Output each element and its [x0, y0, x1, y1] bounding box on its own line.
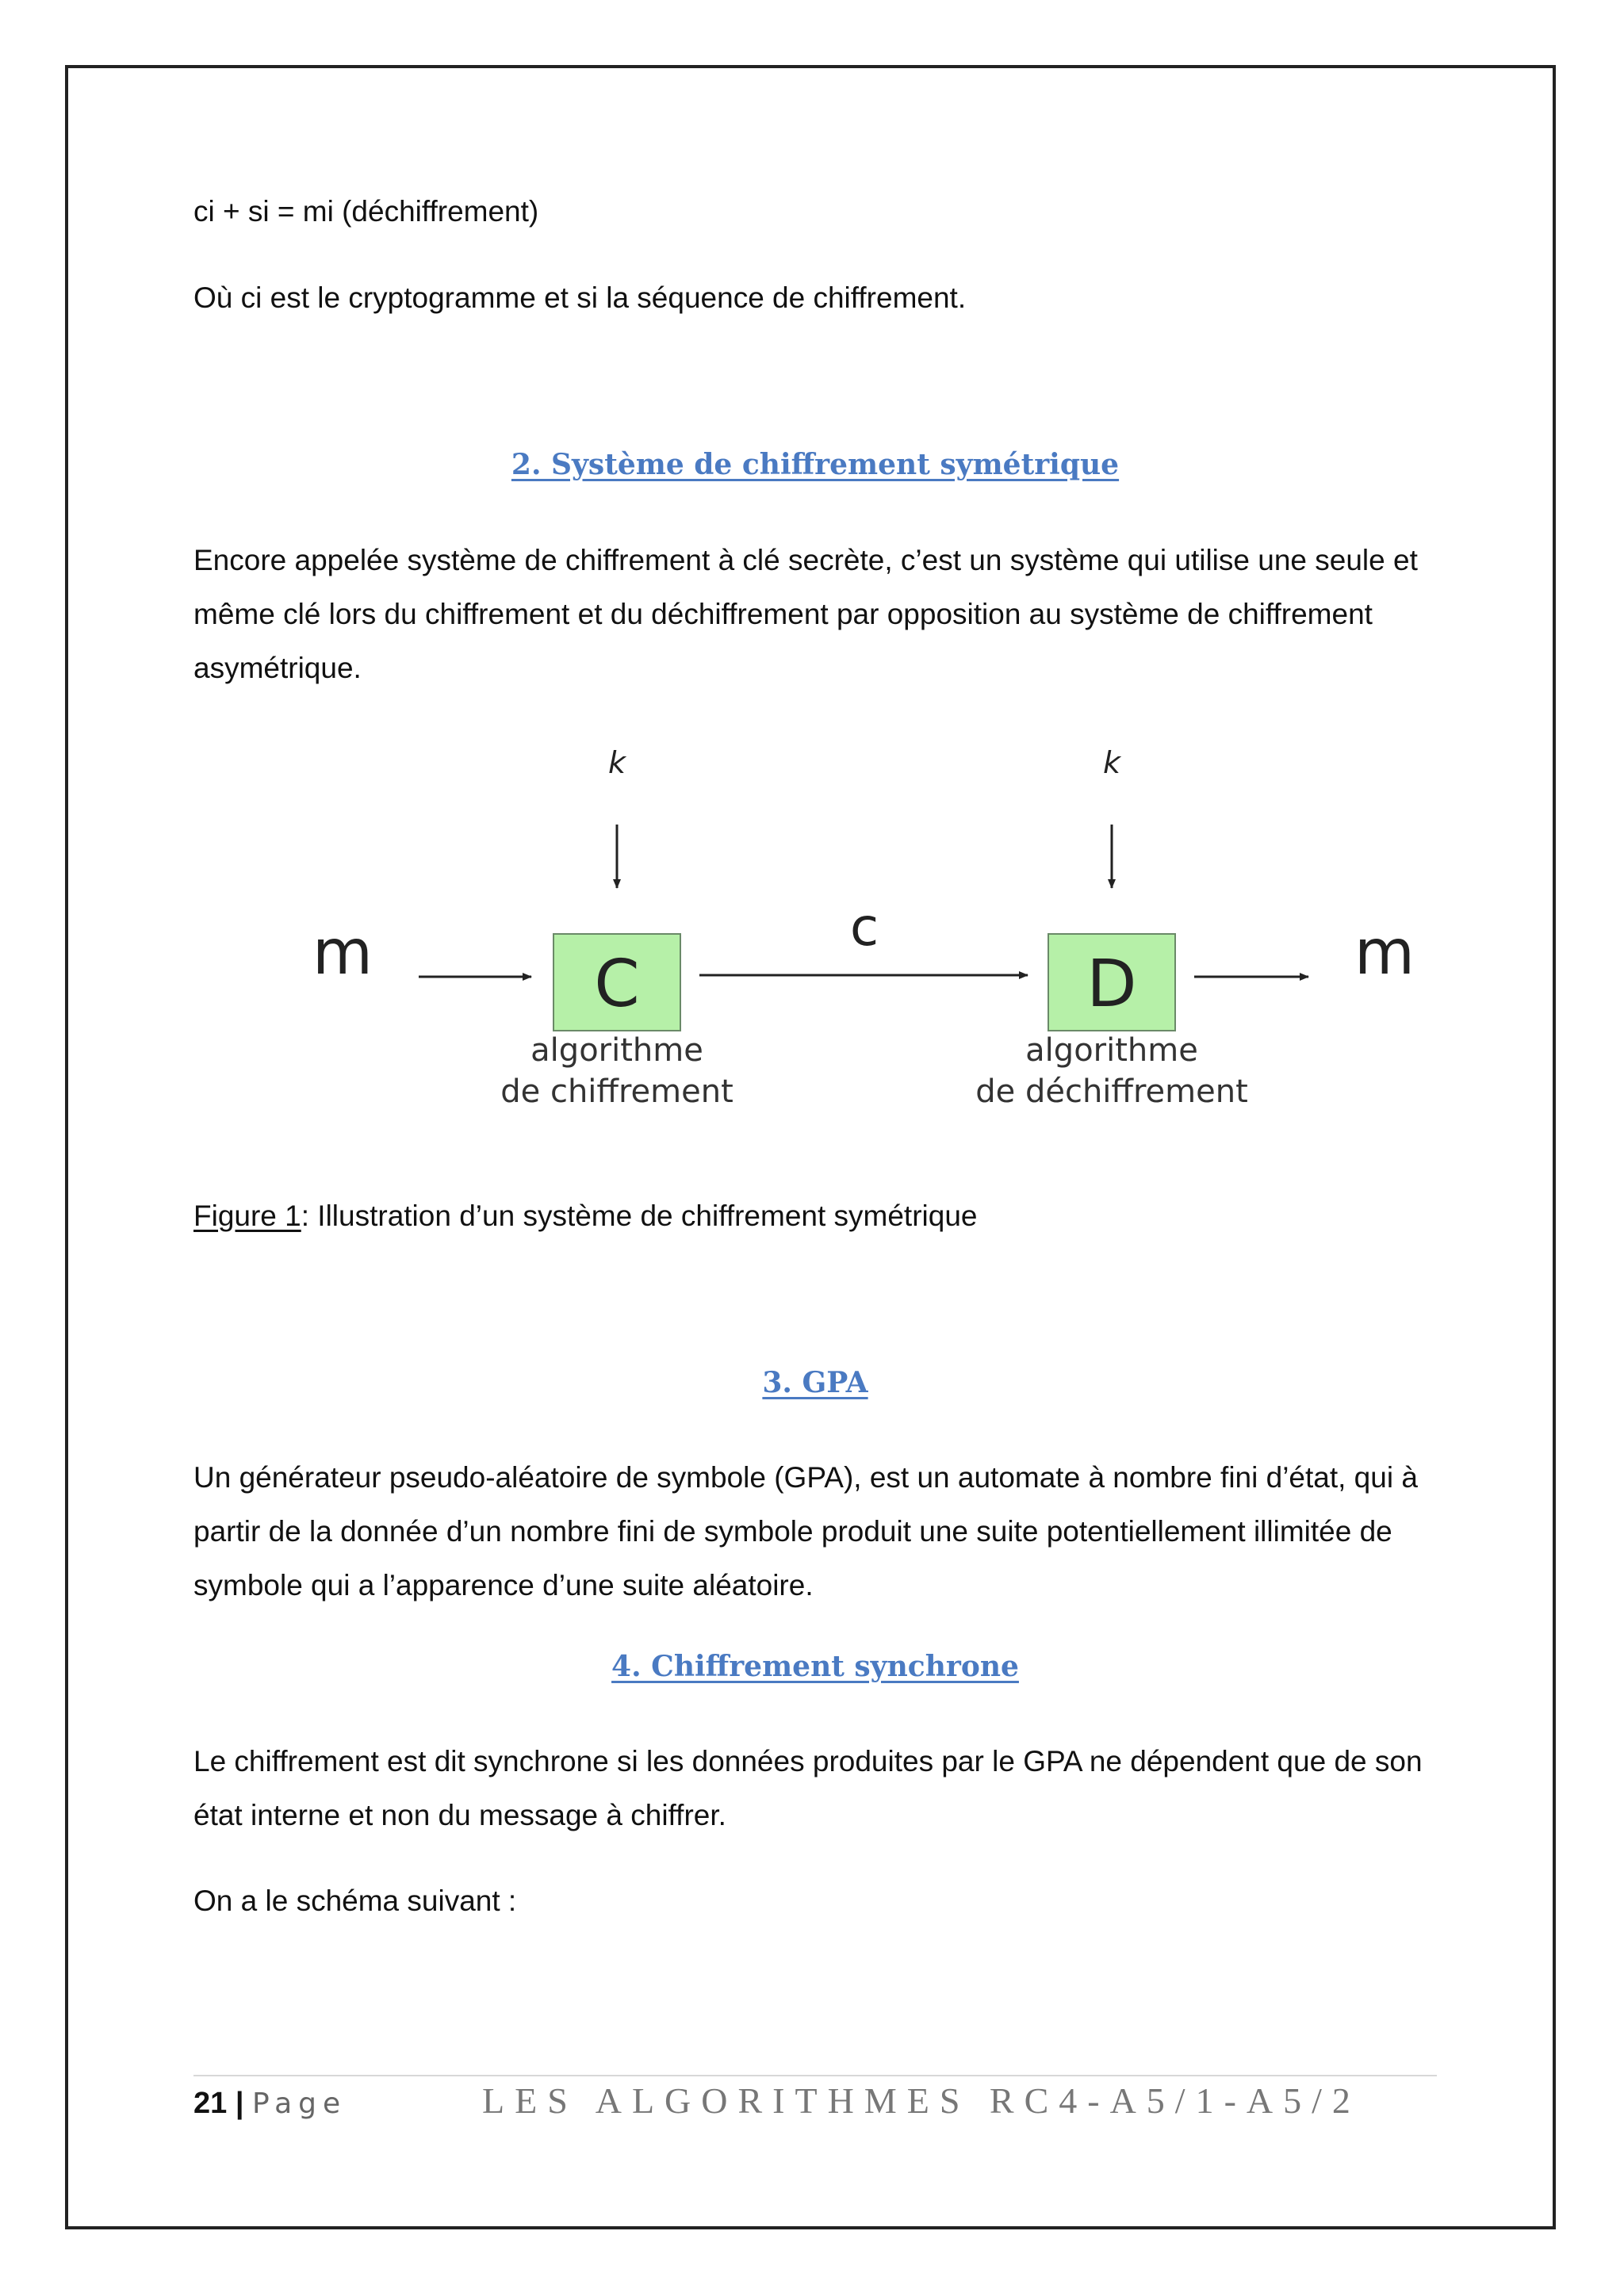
- section-text-synchronous: Le chiffrement est dit synchrone si les données produites par le GPA ne dépendent que de son état interne et non du message à chiffrer.: [193, 1745, 1423, 1831]
- formula-line: ci + si = mi (déchiffrement): [193, 195, 539, 228]
- decryption-label-line1: algorithme: [1025, 1032, 1198, 1069]
- encryption-box-letter: C: [594, 947, 640, 1022]
- encryption-label-line1: algorithme: [530, 1032, 703, 1069]
- key-label-right: k: [1102, 745, 1121, 780]
- symmetric-cipher-diagram: [285, 737, 1443, 1134]
- figure-caption: [193, 1189, 978, 1243]
- page-number: 21: [193, 2087, 228, 2120]
- key-label-left: k: [607, 745, 626, 780]
- decryption-box-letter: D: [1086, 947, 1137, 1022]
- section-text-gpa: Un générateur pseudo-aléatoire de symbole (GPA), est un automate à nombre fini d’état, qui à partir de la donnée d’un nombre fini de symbole produit une suite potentiellement illimitée de symbole qui a l’apparence d’une suite aléatoire.: [193, 1461, 1418, 1601]
- footer-title: LES ALGORITHMES RC4-A5/1-A5/2: [482, 2080, 1361, 2121]
- output-message: m: [1354, 917, 1415, 989]
- footer-divider: [193, 2075, 1437, 2076]
- section-heading-symmetric: 2. Système de chiffrement symétrique: [511, 448, 1120, 481]
- figure-caption-label: Figure 1: [193, 1200, 301, 1232]
- figure-caption-text: : Illustration d’un système de chiffrement symétrique: [301, 1200, 978, 1232]
- section-heading-gpa: 3. GPA: [762, 1366, 868, 1399]
- footer-page-number: [193, 2081, 347, 2126]
- schema-intro: On a le schéma suivant :: [193, 1885, 517, 1917]
- input-message: m: [312, 917, 373, 989]
- definition-line: Où ci est le cryptogramme et si la séquence de chiffrement.: [193, 281, 967, 314]
- encryption-label-line2: de chiffrement: [500, 1073, 733, 1110]
- decryption-label-line2: de déchiffrement: [975, 1073, 1248, 1110]
- page-word: Page: [252, 2087, 347, 2120]
- section-heading-synchronous: 4. Chiffrement synchrone: [611, 1650, 1019, 1683]
- cipher-label: c: [849, 897, 879, 958]
- section-text-symmetric: Encore appelée système de chiffrement à clé secrète, c’est un système qui utilise une seule et même clé lors du chiffrement et du déchiffrement par opposition au système de chiffrement asymétrique.: [193, 544, 1418, 684]
- page-separator: |: [227, 2087, 253, 2120]
